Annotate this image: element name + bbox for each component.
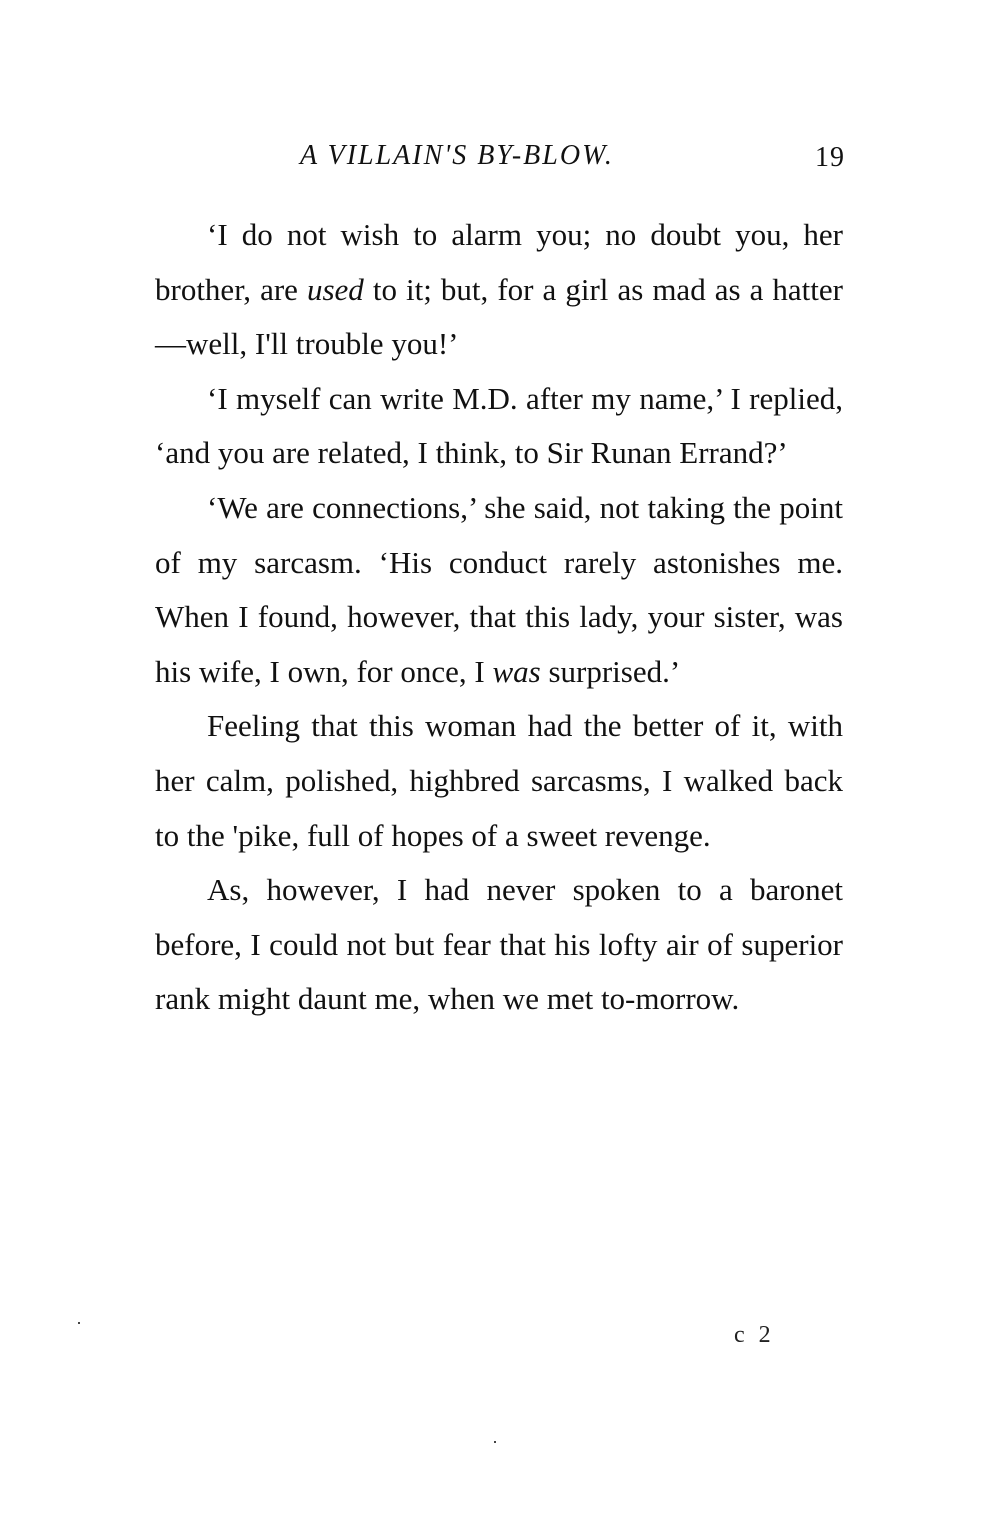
print-speck [494, 1441, 496, 1443]
italic-run: used [306, 271, 364, 307]
text-run: to it; but, for a girl as mad as a hatter—well, I'll trouble you!’ [155, 271, 843, 362]
signature-mark: c 2 [734, 1322, 775, 1348]
running-title: A VILLAIN'S BY-BLOW. [300, 140, 614, 171]
paragraph [155, 863, 843, 1027]
page-number: 19 [815, 142, 845, 173]
text-run: Feeling that this woman had the better of it, with her calm, polished, highbred sarcasms, I walked back to the 'pike, full of hopes of a sweet revenge. [155, 708, 843, 853]
text-run: surprised.’ [540, 653, 681, 689]
text-run: ‘I do not wish to alarm you; no doubt you, her brother, are [155, 217, 843, 307]
italic-run: was [492, 653, 541, 689]
body-text [155, 208, 843, 1027]
text-run: As, however, I had never spoken to a baronet before, I could not but fear that his lofty air of superior rank might daunt me, when we met to-morrow. [155, 872, 843, 1017]
paragraph [155, 208, 843, 372]
text-run: ‘I myself can write M.D. after my name,’ I replied, ‘and you are related, I think, to Sir Runan Errand?’ [155, 380, 843, 471]
text-run: ‘We are connections,’ she said, not taking the point of my sarcasm. ‘His conduct rarely astonishes me. When I found, however, that this lady, your sister, was his wife, I own, for once, I [155, 489, 843, 689]
paragraph [155, 372, 843, 481]
page-header [155, 140, 845, 180]
paragraph [155, 699, 843, 863]
paragraph [155, 481, 843, 699]
print-speck [78, 1322, 80, 1324]
